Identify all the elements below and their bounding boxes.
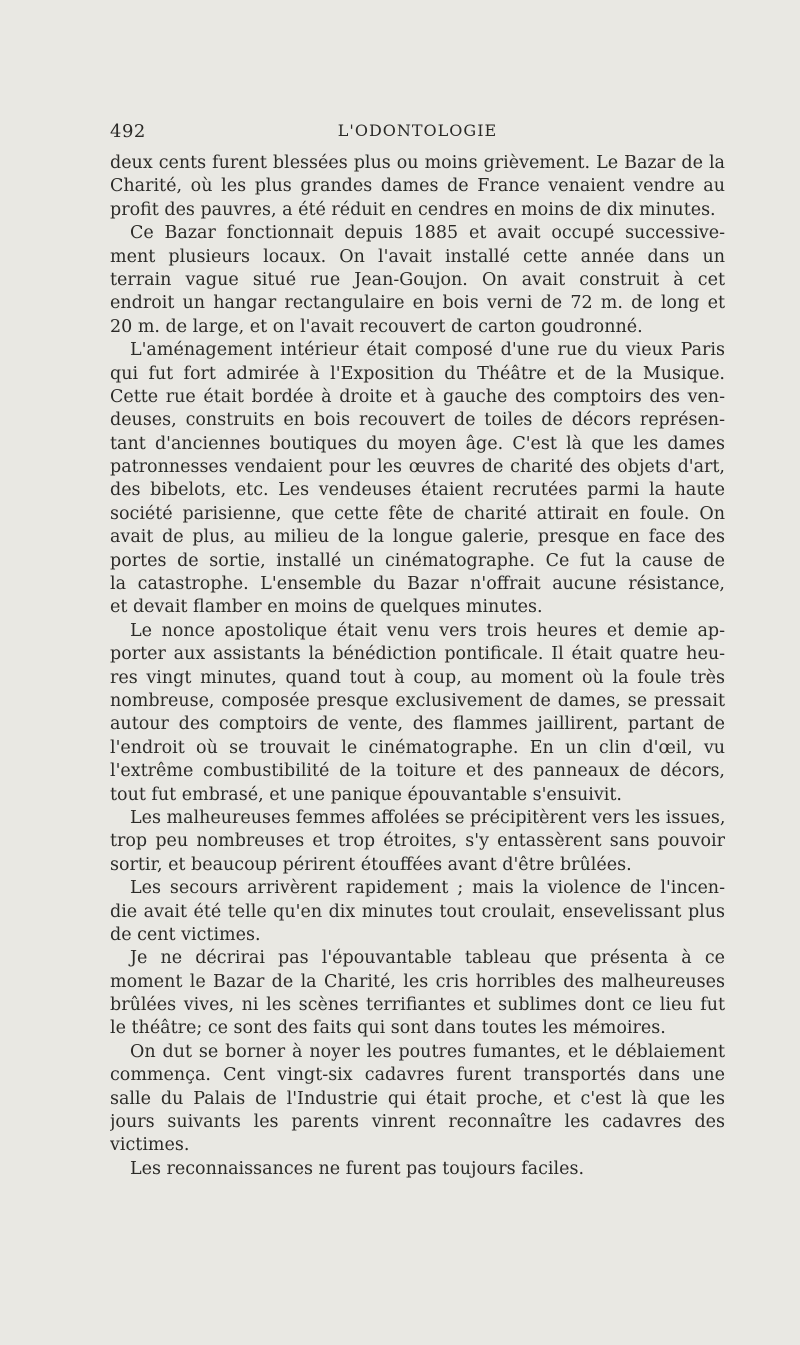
text-line: res vingt minutes, quand tout à coup, au moment où la foule très bbox=[110, 667, 725, 688]
text-line: Cette rue était bordée à droite et à gauche des comptoirs des ven- bbox=[110, 386, 725, 407]
text-line: avait de plus, au milieu de la longue galerie, presque en face des bbox=[110, 527, 725, 548]
text-line: On dut se borner à noyer les poutres fumantes, et le déblaiement bbox=[130, 1041, 725, 1062]
text-line: autour des comptoirs de vente, des flammes jaillirent, partant de bbox=[110, 714, 725, 735]
text-line: sortir, et beaucoup périrent étouffées avant d'être brûlées. bbox=[110, 854, 632, 875]
text-line: moment le Bazar de la Charité, les cris horribles des malheureuses bbox=[110, 971, 725, 992]
text-line: terrain vague situé rue Jean-Goujon. On avait construit à cet bbox=[110, 269, 725, 290]
text-line: tant d'anciennes boutiques du moyen âge. C'est là que les dames bbox=[110, 433, 725, 454]
text-line: profit des pauvres, a été réduit en cendres en moins de dix minutes. bbox=[110, 199, 716, 220]
text-line: Les malheureuses femmes affolées se précipitèrent vers les issues, bbox=[130, 807, 725, 828]
text-line: endroit un hangar rectangulaire en bois verni de 72 m. de long et bbox=[110, 293, 725, 314]
text-line: jours suivants les parents vinrent reconnaître les cadavres des bbox=[110, 1112, 725, 1133]
text-line: et devait flamber en moins de quelques minutes. bbox=[110, 597, 543, 618]
page-header bbox=[110, 121, 725, 145]
text-line: nombreuse, composée presque exclusivement de dames, se pressait bbox=[110, 690, 725, 711]
text-line: Le nonce apostolique était venu vers trois heures et demie ap- bbox=[130, 620, 725, 641]
text-line: 20 m. de large, et on l'avait recouvert de carton goudronné. bbox=[110, 316, 643, 337]
text-line: la catastrophe. L'ensemble du Bazar n'offrait aucune résistance, bbox=[110, 574, 725, 595]
text-line: deuses, construits en bois recouvert de toiles de décors représen- bbox=[110, 410, 725, 431]
text-line: commença. Cent vingt-six cadavres furent transportés dans une bbox=[110, 1065, 725, 1086]
text-line: portes de sortie, installé un cinématographe. Ce fut la cause de bbox=[110, 550, 725, 571]
text-line: Ce Bazar fonctionnait depuis 1885 et avait occupé successive- bbox=[130, 223, 725, 244]
text-line: patronnesses vendaient pour les œuvres de charité des objets d'art, bbox=[110, 457, 725, 478]
text-line: brûlées vives, ni les scènes terrifiantes et sublimes dont ce lieu fut bbox=[110, 995, 725, 1016]
text-line: Les secours arrivèrent rapidement ; mais la violence de l'incen- bbox=[130, 878, 725, 899]
text-line: victimes. bbox=[110, 1135, 190, 1156]
text-line: l'extrême combustibilité de la toiture et des panneaux de décors, bbox=[110, 761, 725, 782]
text-line: Je ne décrirai pas l'épouvantable tableau que présenta à ce bbox=[130, 948, 725, 969]
text-line: L'aménagement intérieur était composé d'une rue du vieux Paris bbox=[130, 340, 725, 361]
text-line: salle du Palais de l'Industrie qui était proche, et c'est là que les bbox=[110, 1088, 725, 1109]
running-title: L'ODONTOLOGIE bbox=[337, 121, 498, 140]
body-text bbox=[110, 152, 725, 1181]
text-line: qui fut fort admirée à l'Exposition du Théâtre et de la Musique. bbox=[110, 363, 725, 384]
text-line: tout fut embrasé, et une panique épouvantable s'ensuivit. bbox=[110, 784, 622, 805]
text-line: deux cents furent blessées plus ou moins grièvement. Le Bazar de la bbox=[110, 153, 725, 173]
text-line: trop peu nombreuses et trop étroites, s'y entassèrent sans pouvoir bbox=[110, 831, 725, 852]
page-number: 492 bbox=[110, 121, 146, 142]
text-line: l'endroit où se trouvait le cinématographe. En un clin d'œil, vu bbox=[110, 737, 725, 758]
text-line: le théâtre; ce sont des faits qui sont dans toutes les mémoires. bbox=[110, 1018, 666, 1039]
text-line: Charité, où les plus grandes dames de France venaient vendre au bbox=[110, 176, 725, 197]
text-line: ment plusieurs locaux. On l'avait installé cette année dans un bbox=[110, 246, 725, 267]
text-line: Les reconnaissances ne furent pas toujours faciles. bbox=[130, 1158, 585, 1179]
text-line: des bibelots, etc. Les vendeuses étaient recrutées parmi la haute bbox=[110, 480, 725, 501]
text-line: porter aux assistants la bénédiction pontificale. Il était quatre heu- bbox=[110, 644, 725, 665]
text-line: de cent victimes. bbox=[110, 924, 261, 945]
text-line: société parisienne, que cette fête de charité attirait en foule. On bbox=[110, 503, 725, 524]
text-line: die avait été telle qu'en dix minutes tout croulait, ensevelissant plus bbox=[110, 901, 725, 922]
